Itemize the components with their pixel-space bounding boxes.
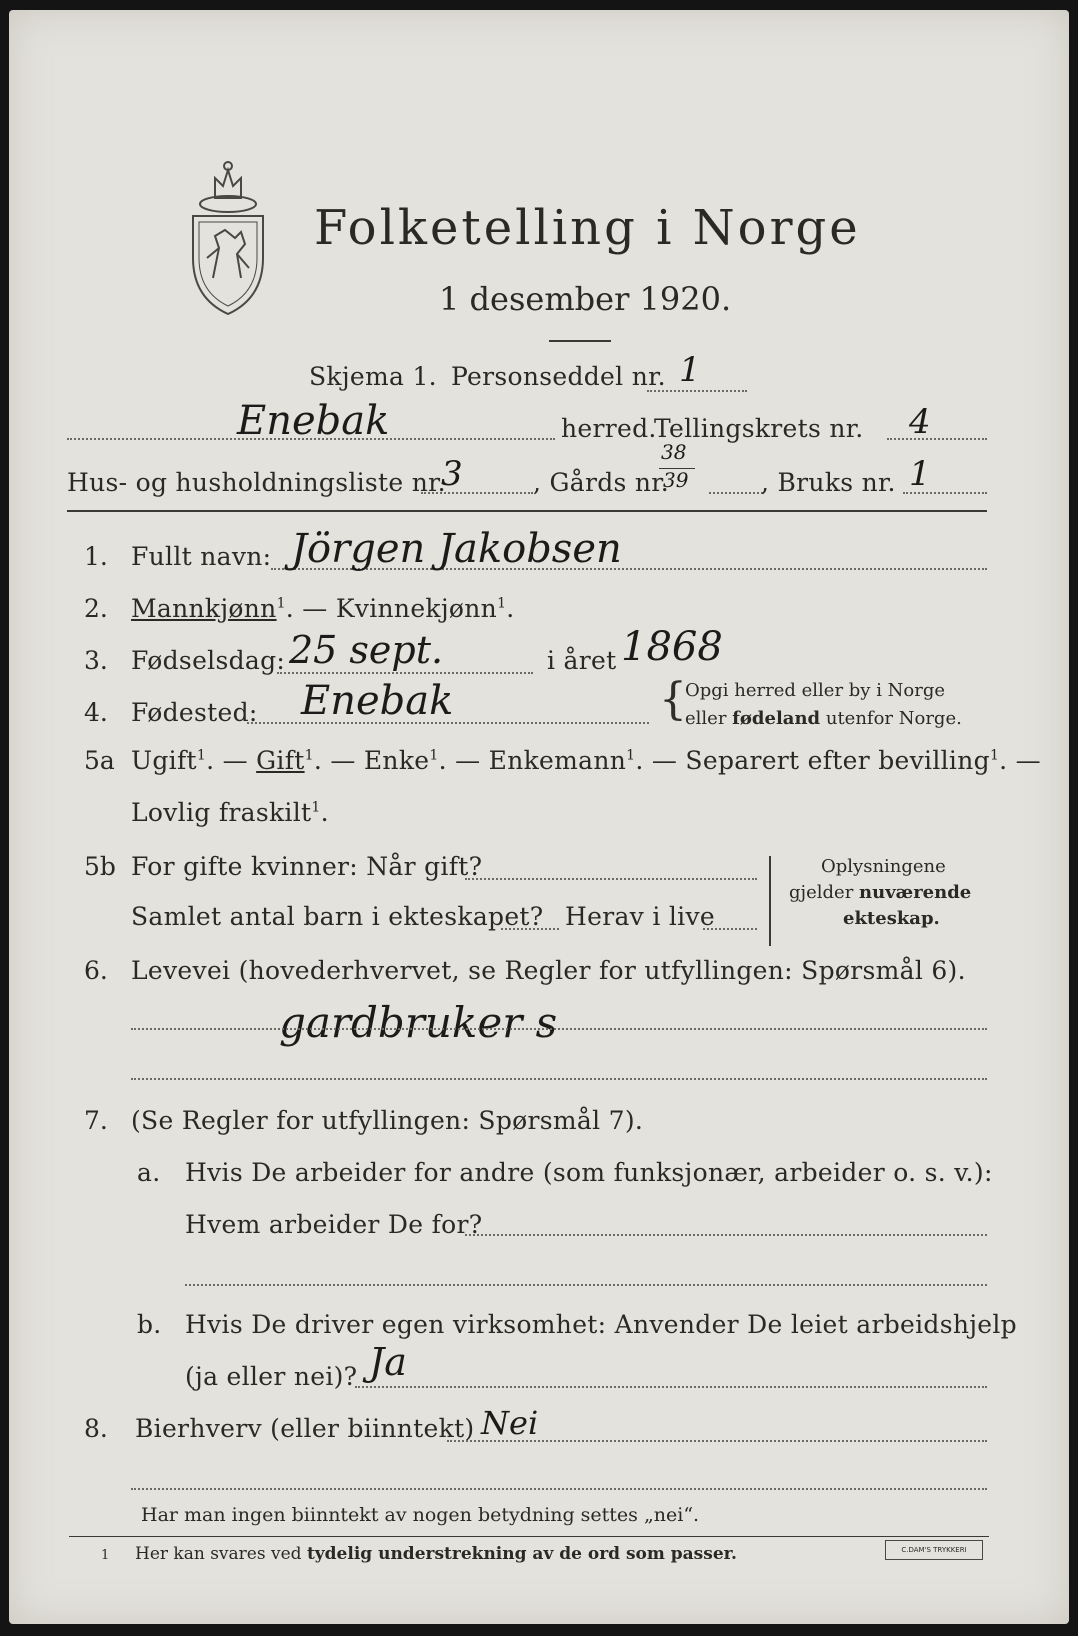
q1-number: 1. — [84, 542, 108, 571]
personseddel-value: 1 — [679, 350, 701, 390]
q4-value: Enebak — [301, 678, 454, 724]
q1-label: Fullt navn: — [131, 542, 272, 571]
tellingskrets-line — [887, 438, 987, 440]
husliste-line — [421, 492, 533, 494]
q5b-live-line — [703, 928, 757, 930]
q3-label: Fødselsdag: — [131, 646, 286, 675]
q5a-dash-5: . — — [999, 746, 1041, 775]
bruks-value: 1 — [909, 454, 931, 494]
q5a-sup-gift: 1 — [304, 747, 314, 764]
q5a-enkemann: Enkemann — [488, 746, 627, 775]
husliste-label: Hus- og husholdningsliste nr. — [67, 468, 446, 497]
q4-number: 4. — [84, 698, 108, 727]
q7-number: 7. — [84, 1106, 108, 1135]
gards-line — [709, 492, 763, 494]
q5a-sup-enkemann: 1 — [626, 747, 636, 764]
q5a-dash-3: . — — [438, 746, 481, 775]
q4-note-line2a: eller — [685, 708, 733, 729]
footnote-b: tydelig understrekning av de ord som passer. — [306, 1544, 737, 1564]
coat-of-arms-icon — [185, 158, 271, 318]
gards-value-bottom: 39 — [663, 468, 689, 492]
q3-year-value: 1868 — [621, 624, 723, 670]
q4-note-line2c: utenfor Norge. — [820, 708, 962, 729]
q7b-line — [355, 1386, 987, 1388]
q8-number: 8. — [84, 1414, 108, 1443]
q5b-note-line2a: gjelder — [789, 882, 860, 903]
q7a-line-1 — [465, 1234, 987, 1236]
q5a-dash-1: . — — [206, 746, 248, 775]
q8-label: Bierhverv (eller biinntekt) — [135, 1414, 475, 1443]
q5b-number: 5b — [84, 852, 116, 881]
q7b-value: Ja — [369, 1340, 407, 1384]
q7a-sub: Hvem arbeider De for? — [185, 1210, 483, 1239]
q5a-options — [131, 746, 1041, 775]
q5a-sup-ugift: 1 — [196, 747, 207, 764]
q2-male: Mannkjønn — [131, 594, 277, 623]
q2-end: . — [506, 594, 515, 623]
q5a-sup-enke: 1 — [429, 747, 439, 764]
q2-sup-male: 1 — [276, 595, 286, 612]
biinntekt-note: Har man ingen biinntekt av nogen betydning settes „nei“. — [141, 1504, 700, 1526]
footnote-divider — [69, 1536, 989, 1537]
tellingskrets-label: Tellingskrets nr. — [654, 414, 864, 443]
q5b-note-line1: Oplysningene — [821, 856, 946, 877]
bruks-label: , Bruks nr. — [761, 468, 896, 497]
q5a-lovlig-row: Lovlig fraskilt$^1$. — [131, 798, 329, 827]
q3-year-label: i året — [547, 646, 617, 675]
q4-note-line1: Opgi herred eller by i Norge — [685, 680, 946, 701]
q5a-ugift: Ugift — [131, 746, 197, 775]
q5b-note-line2 — [789, 882, 971, 903]
q5b-label: For gifte kvinner: Når gift? — [131, 852, 483, 881]
q7b-sub: (ja eller nei)? — [185, 1362, 358, 1391]
q5a-sup-lovlig: 1 — [311, 799, 321, 816]
divider — [549, 340, 611, 342]
q2-sup-female: 1 — [497, 595, 507, 612]
footnote-a: Her kan svares ved — [135, 1544, 307, 1564]
q5a-enke: Enke — [363, 746, 430, 775]
q4-brace: { — [659, 674, 687, 725]
q5a-separert: Separert efter bevilling — [685, 746, 990, 775]
q6-number: 6. — [84, 956, 108, 985]
q5a-dash-4: . — — [635, 746, 678, 775]
footnote-number: 1 — [101, 1548, 110, 1563]
q5a-dash-2: . — — [313, 746, 356, 775]
q7a-line-2 — [185, 1284, 987, 1286]
q5a-lovlig: Lovlig fraskilt — [131, 798, 312, 827]
q3-line — [277, 672, 533, 674]
q2-options — [131, 594, 515, 623]
q2-sep: . — — [285, 594, 336, 623]
q8-line-2 — [131, 1488, 987, 1490]
q5a-number: 5a — [84, 746, 115, 775]
q6-value: gardbruker s — [279, 998, 558, 1047]
q4-label: Fødested: — [131, 698, 258, 727]
q5b-live-label: Herav i live — [565, 902, 715, 931]
q7b-label: Hvis De driver egen virksomhet: Anvender De leiet arbeidshjelp — [185, 1310, 1017, 1339]
printer-stamp: C.DAM'S TRYKKERI — [885, 1540, 983, 1560]
q5a-gift: Gift — [256, 746, 305, 775]
section-divider — [67, 510, 987, 512]
q7b-letter: b. — [137, 1310, 162, 1339]
q8-value: Nei — [481, 1404, 539, 1442]
footnote — [135, 1544, 737, 1564]
q6-label: Levevei (hovederhvervet, se Regler for utfyllingen: Spørsmål 6). — [131, 956, 966, 985]
q3-value: 25 sept. — [289, 628, 444, 672]
q2-number: 2. — [84, 594, 108, 623]
q6-line-1 — [131, 1028, 987, 1030]
herred-value: Enebak — [237, 398, 390, 444]
husliste-value: 3 — [441, 454, 463, 494]
tellingskrets-value: 4 — [909, 402, 931, 442]
q5a-sup-separert: 1 — [989, 747, 1000, 764]
q3-number: 3. — [84, 646, 108, 675]
form-date: 1 desember 1920. — [439, 280, 732, 318]
herred-label: herred. — [561, 414, 657, 443]
q7-label: (Se Regler for utfyllingen: Spørsmål 7). — [131, 1106, 644, 1135]
q5b-barn-label: Samlet antal barn i ekteskapet? — [131, 902, 544, 931]
census-form — [9, 10, 1069, 1624]
personseddel-line — [647, 390, 747, 392]
gards-label: , Gårds nr. — [533, 468, 670, 497]
q7a-label: Hvis De arbeider for andre (som funksjonær, arbeider o. s. v.): — [185, 1158, 993, 1187]
q4-note-line2 — [685, 708, 962, 729]
q7a-letter: a. — [137, 1158, 161, 1187]
q6-line-2 — [131, 1078, 987, 1080]
schema-label: Skjema 1. — [309, 362, 437, 391]
q1-value: Jörgen Jakobsen — [291, 526, 622, 572]
gards-value-top: 38 — [661, 440, 687, 464]
form-title: Folketelling i Norge — [314, 200, 861, 256]
q5b-note-line2b: nuværende — [859, 882, 972, 903]
q5b-note-line3: ekteskap. — [843, 908, 940, 929]
q5b-line — [465, 878, 757, 880]
personseddel-label: Personseddel nr. — [451, 362, 666, 391]
q4-note-line2b: fødeland — [732, 708, 821, 729]
q5b-barn-line — [501, 928, 559, 930]
q2-female: Kvinnekjønn — [335, 594, 498, 623]
q5b-brace — [769, 856, 773, 946]
